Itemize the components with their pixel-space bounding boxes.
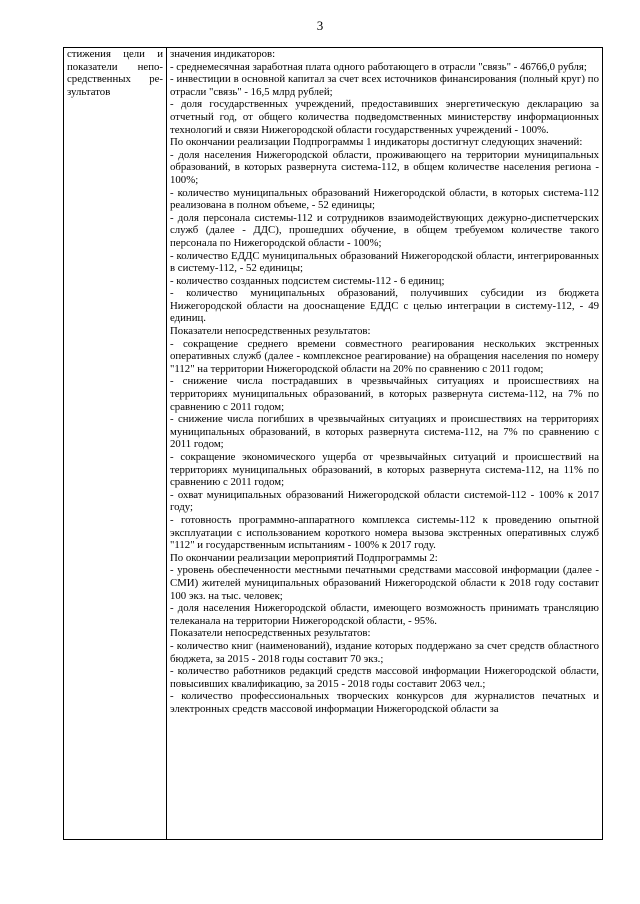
paragraph: - инвестиции в основной капитал за счет всех источников финансирования (полный круг) по отрасли "связь" - 16,5 млрд рублей; (170, 73, 599, 98)
paragraph: - сокращение среднего времени совместного реагирования нескольких экстренных оперативных служб (далее - комплексное реагирование) на обращения населения по номеру "112" на территории Нижегородской области на 20% по сравнению с 2011 годом; (170, 337, 599, 375)
left-cell-text: стижения цели и показатели непо-средственных ре-зультатов (67, 48, 163, 98)
paragraph: - количество книг (наименований), издание которых поддержано за счет средств областного бюджета, за 2015 - 2018 годы составит 70 экз.; (170, 639, 599, 665)
paragraph: - доля государственных учреждений, предоставивших энергетическую декларацию за отчетный год, от общего количества подведомственных министерству информационных технологий и связи Нижегородской области государственных учреждений - 100%. (170, 98, 599, 136)
left-cell (64, 48, 167, 840)
paragraph: - готовность программно-аппаратного комплекса системы-112 к проведению опытной эксплуатации с использованием короткого номера вызова экстренных оперативных служб "112" и государственным испытаниям - 100% к 2017 году. (170, 513, 599, 552)
table-row (64, 48, 603, 840)
paragraph: По окончании реализации мероприятий Подпрограммы 2: (170, 551, 438, 564)
paragraph: - количество муниципальных образований, получивших субсидии из бюджета Нижегородской области на дооснащение ЕДДС с целью интеграции в систему-112, - 49 единиц. (170, 287, 599, 325)
right-cell (167, 48, 603, 840)
paragraph: - уровень обеспеченности местными печатными средствами массовой информации (далее - СМИ) жителей муниципальных образований Нижегородской области к 2018 году составит 100 экз. на тыс. человек; (170, 564, 599, 602)
paragraph: - количество ЕДДС муниципальных образований Нижегородской области, интегрированных в систему-112, - 52 единицы; (170, 249, 599, 275)
paragraph: - количество работников редакций средств массовой информации Нижегородской области, повысивших квалификацию, за 2015 - 2018 годы составит 2063 чел.; (170, 665, 599, 690)
paragraph: По окончании реализации Подпрограммы 1 индикаторы достигнут следующих значений: (170, 136, 583, 149)
paragraph: Показатели непосредственных результатов: (170, 325, 371, 338)
page-number: 3 (316, 18, 324, 33)
paragraph: - среднемесячная заработная плата одного работающего в отрасли "связь" - 46766,0 рубля; (170, 60, 587, 73)
paragraph: Показатели непосредственных результатов: (170, 627, 371, 640)
paragraph: - сокращение экономического ущерба от чрезвычайных ситуаций и происшествий на территориях муниципальных образований, в которых развернута система-112, на 11% по сравнению с 2011 годом; (170, 451, 599, 489)
paragraph: - охват муниципальных образований Нижегородской области системой-112 - 100% к 2017 году; (170, 488, 599, 514)
paragraph: - количество профессиональных творческих конкурсов для журналистов печатных и электронных средств массовой информации Нижегородской области за (170, 690, 599, 715)
paragraph: - доля населения Нижегородской области, имеющего возможность принимать трансляцию телеканала на территории Нижегородской области, - 95%. (170, 602, 599, 627)
paragraph: - снижение числа погибших в чрезвычайных ситуациях и происшествиях на территориях муниципальных образований, в которых развернута система-112, на 7% по сравнению с 2011 годом; (170, 413, 599, 451)
paragraph: - доля персонала системы-112 и сотрудников взаимодействующих дежурно-диспетчерских служб (далее - ДДС), прошедших обучение, в общем требуемом количестве такого персонала по Нижегородской области - 100%; (170, 211, 599, 249)
program-table (63, 47, 603, 840)
paragraph: значения индикаторов: (170, 48, 276, 60)
paragraph: - количество муниципальных образований Нижегородской области, в которых система-112 реализована в полном объеме, - 52 единицы; (170, 186, 599, 212)
paragraph: - количество созданных подсистем системы-112 - 6 единиц; (170, 274, 445, 287)
paragraph: - доля населения Нижегородской области, проживающего на территории муниципальных образований, в которых развернута система-112, в общем количестве населения региона - 100%; (170, 148, 599, 186)
paragraph: - снижение числа пострадавших в чрезвычайных ситуациях и происшествиях на территориях муниципальных образований, в которых развернута система-112, на 7% по сравнению с 2011 годом; (170, 375, 599, 413)
